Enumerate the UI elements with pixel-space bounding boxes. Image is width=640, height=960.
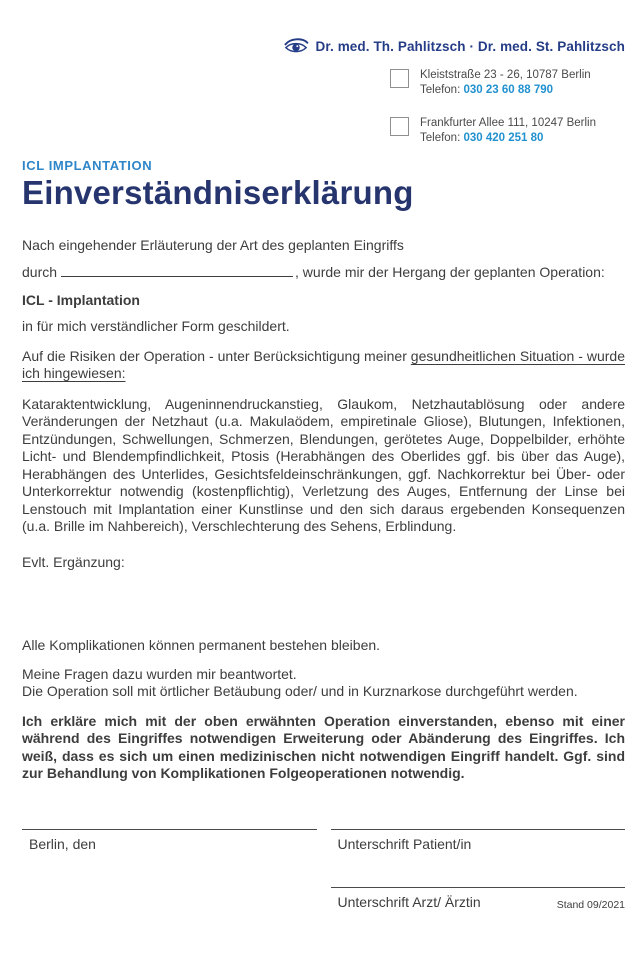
practice-logo-row xyxy=(283,36,625,56)
location-checkbox[interactable] xyxy=(390,117,409,136)
risk-list-paragraph: Kataraktentwicklung, Augeninnendruckanstieg, Glaukom, Netzhautablösung oder andere Veränderungen der Netzhaut (u.a. Makulaödem, empiretinale Gliose), Blutungen, Infektionen, Entzündungen, Schwellungen, Schmerzen, Blendungen, gerötetes Auge, Doppelbilder, erhöhte Licht- und Blendempfindlichkeit, Ptosis (Herabhängen des Oberlides ggf. bis über das Auge), Herabhängen des Unterlides, Gesichtsfeldeinschränkungen, ggf. Nachkorrektur bei Über- oder Unterkorrektur notwendig (kostenpflichtig), Verletzung des Auges, Entfernung der Linse bei Lenstouch mit Implantation einer Kunstlinse und den sich daraus ergebenden Konsequenzen (u.a. Brille im Nahbereich), Verschlechterung des Sehens, Erblindung. xyxy=(22,395,625,535)
location-phone-line xyxy=(420,83,591,98)
questions-answered-block xyxy=(22,666,625,701)
location-block-frankfurter-allee xyxy=(390,116,596,145)
supplement-label: Evlt. Ergänzung: xyxy=(22,553,125,570)
durch-label: durch xyxy=(22,264,58,281)
doctor-signature-row xyxy=(331,888,626,912)
risk-intro xyxy=(22,348,625,383)
date-label: Berlin, den xyxy=(29,835,96,852)
intro-text: Nach eingehender Erläuterung der Art des geplanten Eingriffs xyxy=(22,236,404,253)
practice-name: Dr. med. Th. Pahlitzsch · Dr. med. St. Pahlitzsch xyxy=(315,38,625,54)
phone-label: Telefon: xyxy=(420,131,461,144)
date-column xyxy=(22,829,317,912)
doctor-signature-block xyxy=(331,887,626,912)
risk-intro-underlined: gesundheitlichen Situation - wurde ich hingewiesen: xyxy=(22,347,625,382)
phone-label: Telefon: xyxy=(420,83,461,96)
described-text: in für mich verständlicher Form geschildert. xyxy=(22,318,290,335)
form-body xyxy=(0,150,640,912)
consent-declaration: Ich erkläre mich mit der oben erwähnten Operation einverstanden, ebenso mit einer während des Eingriffes notwendigen Erweiterung oder Abänderung des Eingriffes. Ich weiß, dass es sich um einen medizinischen nicht notwendigen Eingriff handelt. Ggf. sind zur Behandlung von Komplikationen Folgeoperationen notwendig. xyxy=(22,712,625,782)
risk-intro-plain: Auf die Risiken der Operation - unter Berücksichtigung meiner xyxy=(22,347,411,364)
location-checkbox[interactable] xyxy=(390,69,409,88)
performed-by-line xyxy=(22,264,625,282)
location-address: Frankfurter Allee 111, 10247 Berlin xyxy=(420,117,597,129)
location-block-kleiststrasse xyxy=(390,68,591,97)
doctor-signature-label: Unterschrift Arzt/ Ärztin xyxy=(337,894,481,911)
form-type-label: ICL IMPLANTATION xyxy=(22,158,153,173)
header xyxy=(0,0,640,150)
procedure-name: ICL - Implantation xyxy=(22,291,140,308)
permanent-complications-text: Alle Komplikationen können permanent bestehen bleiben. xyxy=(22,637,381,654)
supplement-write-area[interactable] xyxy=(22,571,625,637)
signature-section xyxy=(22,829,625,912)
questions-answered-text: Meine Fragen dazu wurden mir beantwortet. xyxy=(22,665,297,682)
version-stamp: Stand 09/2021 xyxy=(556,898,625,911)
eye-logo-icon xyxy=(283,36,309,56)
date-signature-line[interactable] xyxy=(22,829,317,830)
location-address: Kleiststraße 23 - 26, 10787 Berlin xyxy=(420,69,591,81)
signature-column xyxy=(331,829,626,912)
patient-signature-line[interactable] xyxy=(331,829,626,830)
phone-number: 030 23 60 88 790 xyxy=(463,83,554,96)
doctor-name-blank-field[interactable] xyxy=(61,264,293,277)
location-phone-line xyxy=(420,131,596,146)
durch-suffix: , wurde mir der Hergang der geplanten Operation: xyxy=(295,264,605,281)
page-title: Einverständniserklärung xyxy=(22,174,414,211)
anesthesia-text: Die Operation soll mit örtlicher Betäubung oder/ und in Kurznarkose durchgeführt werden. xyxy=(22,683,578,700)
phone-number: 030 420 251 80 xyxy=(463,131,544,144)
patient-signature-label: Unterschrift Patient/in xyxy=(337,835,472,852)
patient-signature-block xyxy=(331,829,626,854)
